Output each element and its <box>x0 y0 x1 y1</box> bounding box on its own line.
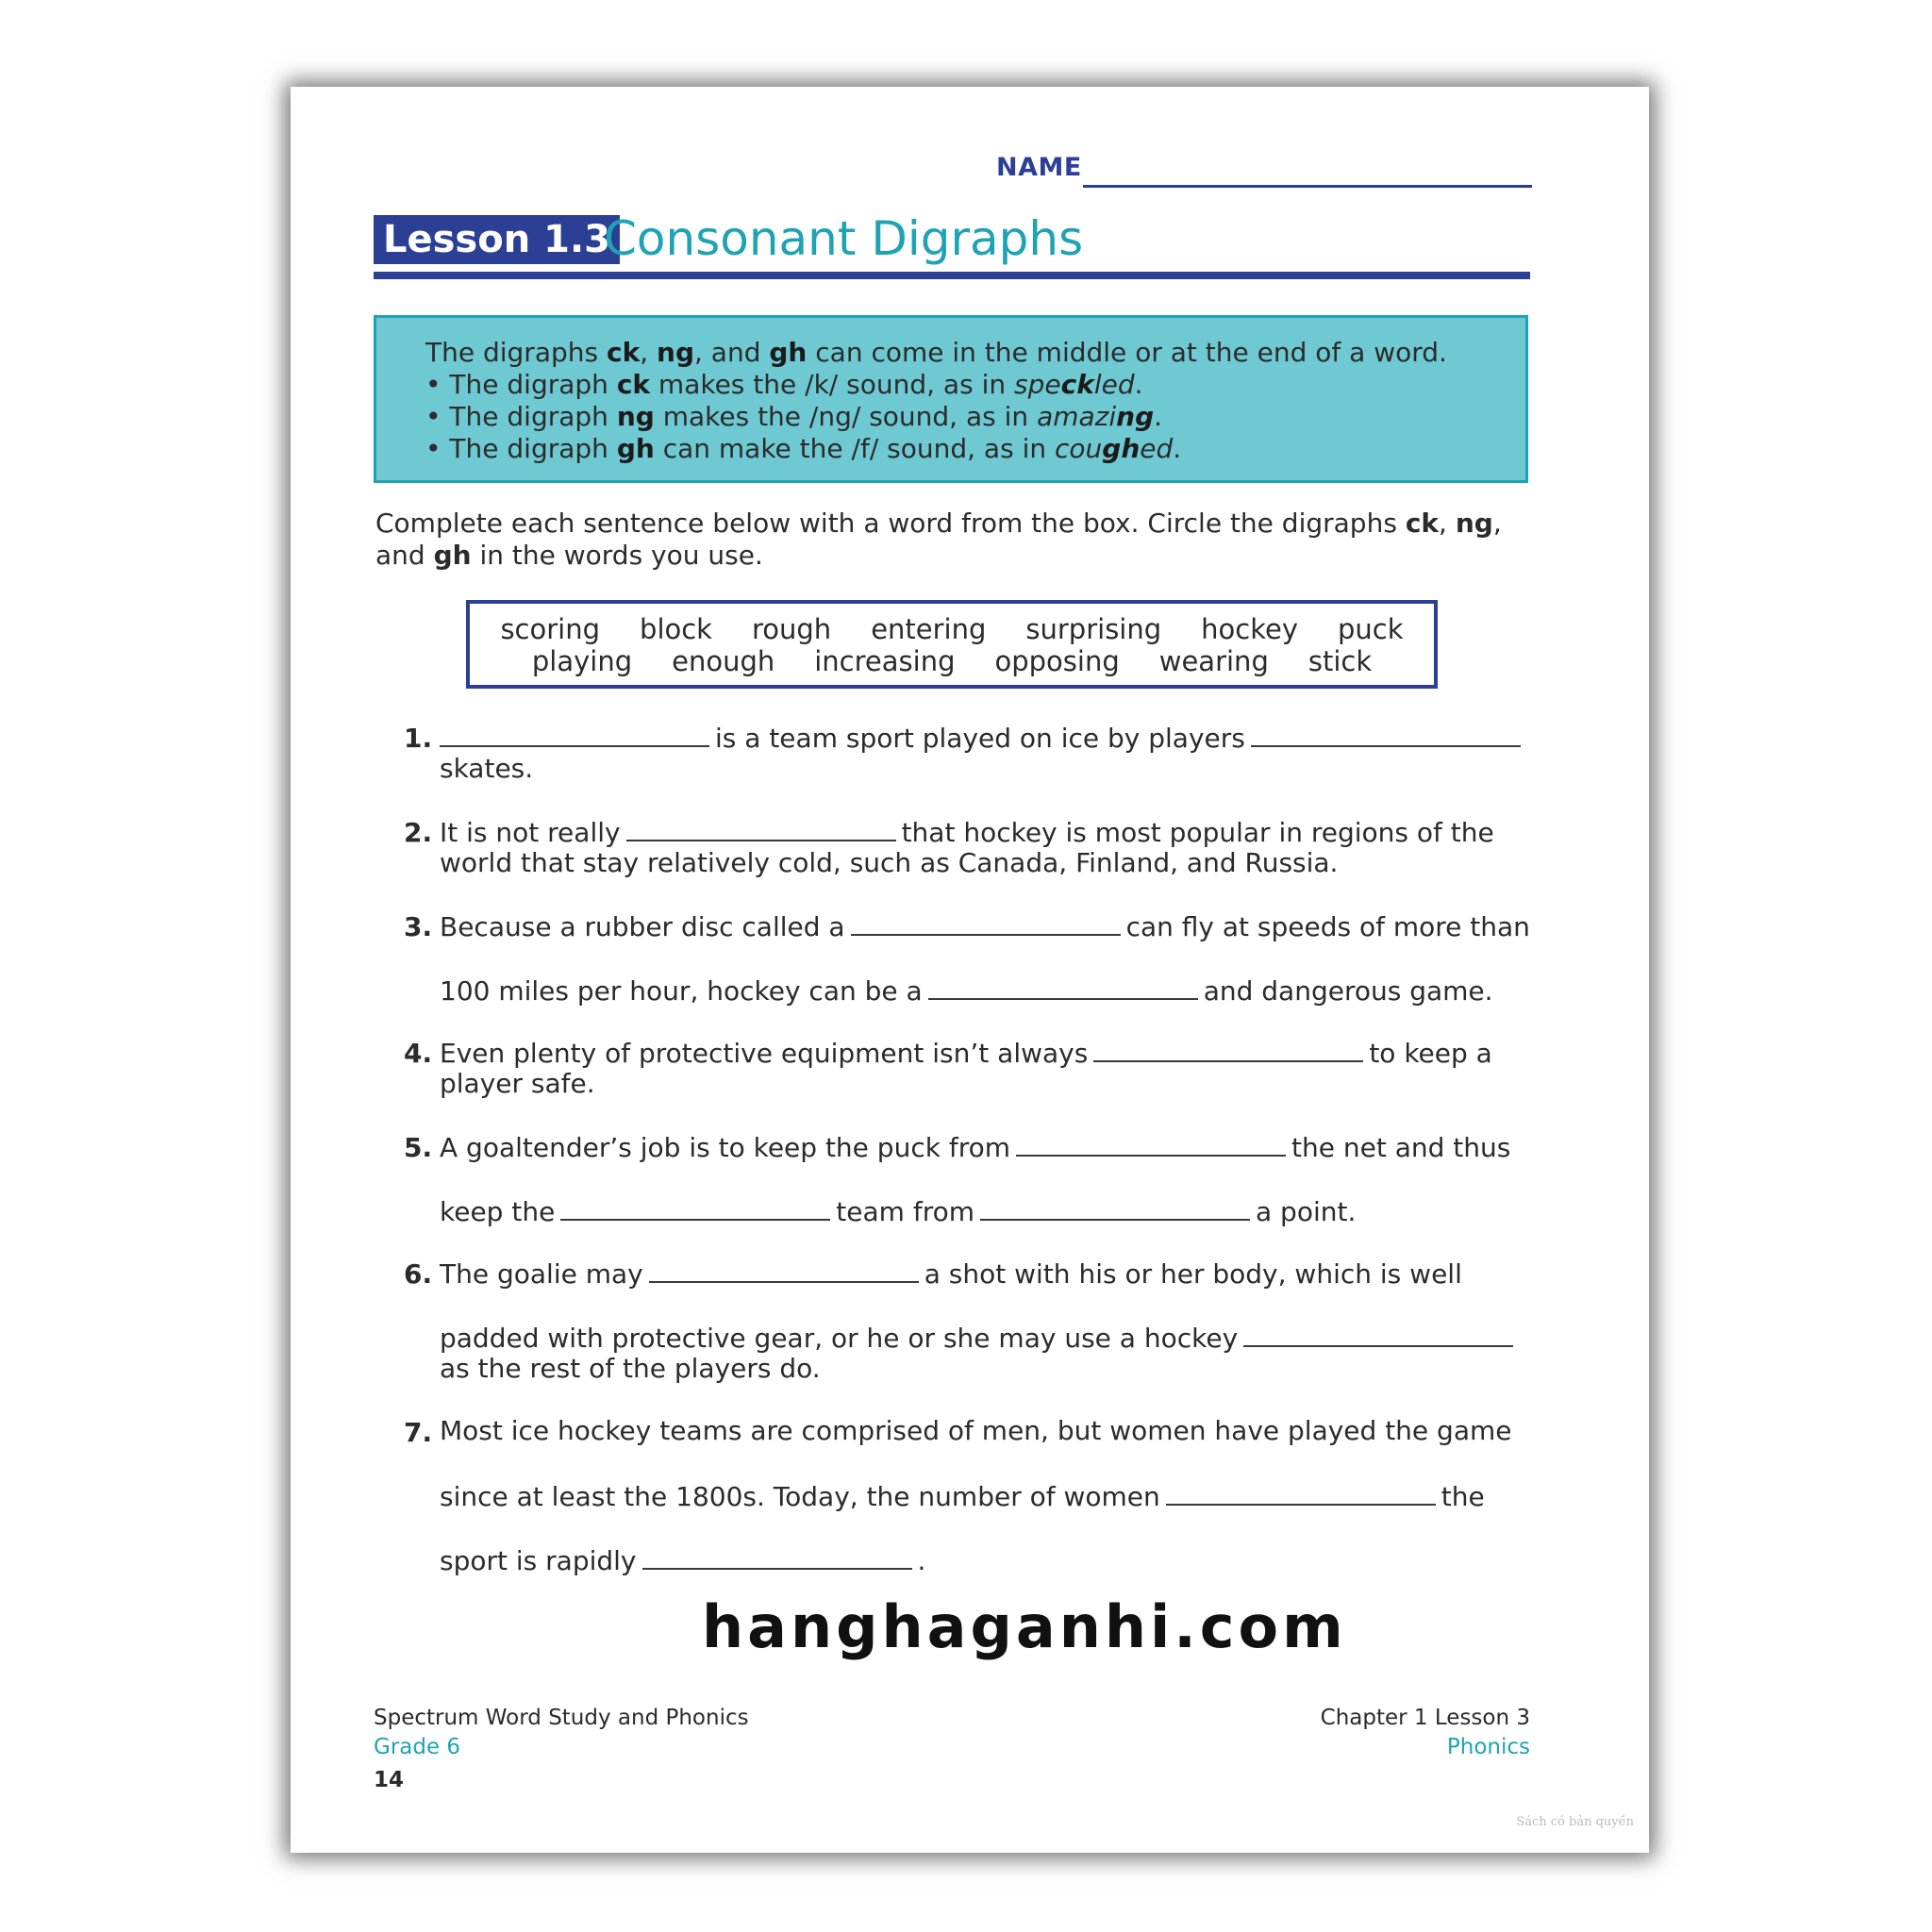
name-line[interactable] <box>1083 185 1532 188</box>
question-number: 3. <box>404 911 433 942</box>
question-number: 6. <box>404 1258 433 1290</box>
chapter-label: Chapter 1 Lesson 3 <box>1320 1706 1530 1730</box>
rule-bullet: • The digraph gh can make the /f/ sound, as in coughed. <box>425 433 1182 464</box>
word-item: surprising <box>1025 613 1162 645</box>
book-title: Spectrum Word Study and Phonics <box>374 1706 749 1730</box>
word-item: stick <box>1307 645 1373 677</box>
word-item: puck <box>1338 613 1404 645</box>
question-line: A goaltender’s job is to keep the puck from the net and thus <box>440 1132 1511 1163</box>
question-number: 7. <box>404 1417 433 1448</box>
question-line: skates. <box>440 753 534 784</box>
watermark: hanghaganhi.com <box>702 1592 1347 1661</box>
word-item: block <box>640 613 712 645</box>
question-number: 1. <box>404 723 433 754</box>
question-number: 4. <box>404 1038 433 1069</box>
question-line: The goalie may a shot with his or her body, which is well <box>440 1258 1462 1290</box>
question-line: since at least the 1800s. Today, the number of women the <box>440 1481 1485 1512</box>
answer-blank[interactable] <box>560 1194 830 1221</box>
word-item: entering <box>871 613 987 645</box>
question-line: keep the team from a point. <box>440 1196 1357 1227</box>
question-number: 2. <box>404 817 433 848</box>
answer-blank[interactable] <box>1166 1479 1436 1506</box>
answer-blank[interactable] <box>626 815 896 841</box>
word-item: wearing <box>1158 645 1269 677</box>
subject-label: Phonics <box>1446 1735 1530 1759</box>
answer-blank[interactable] <box>642 1543 912 1570</box>
word-item: enough <box>672 645 775 677</box>
rule-bullet: • The digraph ng makes the /ng/ sound, as in amazing. <box>425 401 1163 432</box>
footer-left <box>374 1704 749 1762</box>
name-label: NAME <box>996 153 1082 182</box>
rule-intro: The digraphs ck, ng, and gh can come in the middle or at the end of a word. <box>425 337 1447 368</box>
question-line: player safe. <box>440 1068 595 1099</box>
rule-box <box>374 315 1528 483</box>
footer-right <box>1321 1704 1530 1762</box>
grade-label: Grade 6 <box>374 1735 461 1759</box>
question-number: 5. <box>404 1132 433 1163</box>
page-title: Consonant Digraphs <box>604 211 1084 266</box>
worksheet-page <box>291 87 1649 1853</box>
answer-blank[interactable] <box>1016 1130 1286 1157</box>
question-line: as the rest of the players do. <box>440 1353 821 1384</box>
word-item: opposing <box>994 645 1120 677</box>
word-row <box>470 645 1434 677</box>
name-field[interactable] <box>996 147 1532 189</box>
word-item: hockey <box>1201 613 1298 645</box>
answer-blank[interactable] <box>851 909 1121 936</box>
answer-blank[interactable] <box>980 1194 1250 1221</box>
word-item: increasing <box>814 645 956 677</box>
question-line: 100 miles per hour, hockey can be a and dangerous game. <box>440 975 1493 1007</box>
question-line: is a team sport played on ice by players <box>440 721 1526 755</box>
title-divider <box>374 272 1530 279</box>
rule-bullet: • The digraph ck makes the /k/ sound, as in speckled. <box>425 369 1143 400</box>
instructions: Complete each sentence below with a word from the box. Circle the digraphs ck, ng, and gh in the words you use. <box>375 508 1502 571</box>
word-row <box>470 613 1434 645</box>
question-line: It is not really that hockey is most popular in regions of the <box>440 817 1494 848</box>
question-line: padded with protective gear, or he or she may use a hockey <box>440 1321 1519 1355</box>
question-line: Because a rubber disc called a can fly at speeds of more than <box>440 911 1530 942</box>
question-line: Most ice hockey teams are comprised of men, but women have played the game <box>440 1415 1512 1446</box>
answer-blank[interactable] <box>1093 1036 1363 1062</box>
word-item: rough <box>751 613 832 645</box>
copyright-note: Sách có bản quyền <box>1516 1815 1634 1829</box>
question-line: Even plenty of protective equipment isn’t always to keep a <box>440 1038 1492 1069</box>
question-line: world that stay relatively cold, such as Canada, Finland, and Russia. <box>440 847 1339 878</box>
word-item: playing <box>531 645 633 677</box>
answer-blank[interactable] <box>1251 721 1521 747</box>
question-line: sport is rapidly . <box>440 1545 926 1576</box>
answer-blank[interactable] <box>1243 1321 1513 1347</box>
page-number: 14 <box>374 1768 405 1792</box>
answer-blank[interactable] <box>928 974 1198 1000</box>
answer-blank[interactable] <box>649 1257 919 1283</box>
lesson-tag: Lesson 1.3 <box>374 215 620 264</box>
answer-blank[interactable] <box>440 721 709 747</box>
word-item: scoring <box>500 613 601 645</box>
word-box <box>466 600 1438 689</box>
